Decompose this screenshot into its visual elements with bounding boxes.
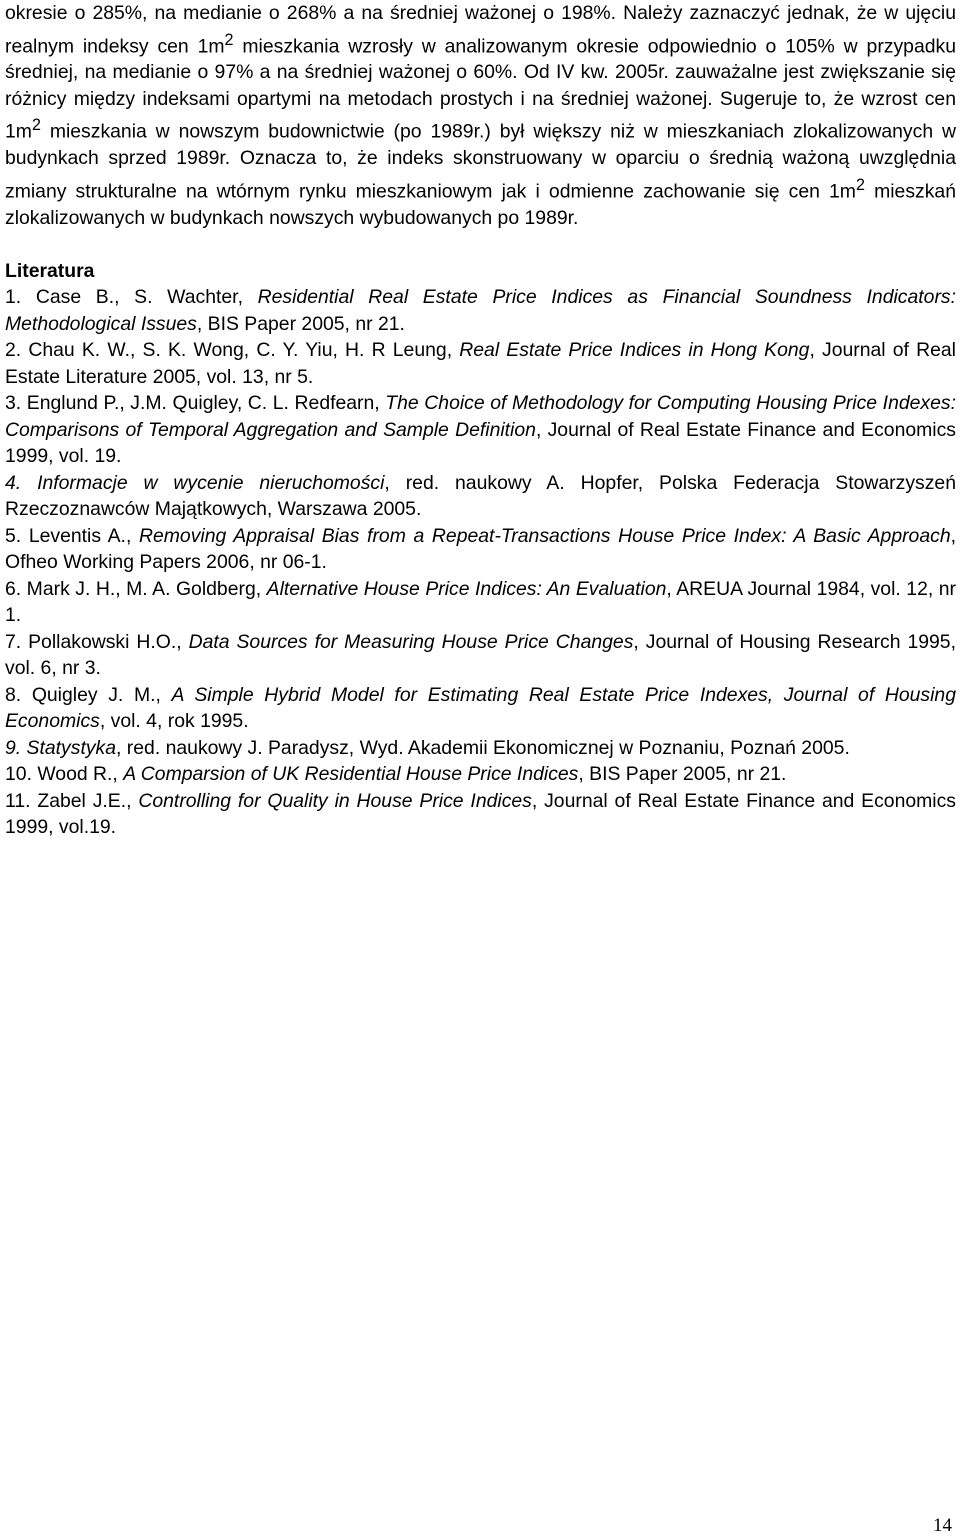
reference-authors: 11. Zabel J.E., — [5, 789, 139, 812]
paragraph-text: mieszkania w nowszym budownictwie (po 1989r.) był większy niż w mieszkaniach zlokalizowanych w budynkach sprzed 1989r. Oznacza to, że indeks skonstruowany w oparciu o średnią ważoną uwzględnia zmiany strukturalne na wtórnym rynku mieszkaniowym jak i odmienne zachowanie się cen 1m — [5, 120, 956, 203]
reference-title: Residential Real Estate Price Indices as Financial Soundness Indicators: Methodological Issues — [5, 286, 956, 335]
reference-source: , Journal of Real Estate Finance and Economics 1999, vol.19. — [5, 789, 956, 839]
reference-authors: 10. Wood R., — [5, 763, 124, 786]
reference-source: , red. naukowy A. Hopfer, Polska Federacja Stowarzyszeń Rzeczoznawców Majątkowych, Warszawa 2005. — [5, 471, 956, 521]
paragraph-text: mieszkań zlokalizowanych w budynkach nowszych wybudowanych po 1989r. — [5, 180, 956, 229]
reference-source: , BIS Paper 2005, nr 21. — [578, 763, 787, 786]
reference-item — [5, 735, 956, 762]
reference-item — [5, 337, 956, 390]
reference-item — [5, 284, 956, 337]
reference-title: Real Estate Price Indices in Hong Kong — [459, 339, 810, 362]
reference-title: A Simple Hybrid Model for Estimating Real Estate Price Indexes, Journal of Housing Economics — [5, 683, 956, 733]
reference-item — [5, 523, 956, 576]
superscript: 2 — [224, 30, 234, 49]
reference-authors: 6. Mark J. H., M. A. Goldberg, — [5, 577, 267, 600]
body-paragraph — [5, 0, 956, 231]
reference-item — [5, 682, 956, 735]
paragraph-text: mieszkania wzrosły w analizowanym okresie odpowiednio o 105% w przypadku średniej, na medianie o 97% a na średniej ważonej o 60%. Od IV kw. 2005r. zauważalne jest zwiększanie się różnicy między indeksami opartymi na metodach prostych i na średniej ważonej. Sugeruje to, że wzrost cen 1m — [5, 34, 956, 143]
reference-source: , Journal of Real Estate Finance and Economics 1999, vol. 19. — [5, 418, 957, 468]
reference-item — [5, 788, 956, 841]
reference-title: Data Sources for Measuring House Price Changes — [188, 630, 634, 653]
reference-source: , BIS Paper 2005, nr 21. — [196, 312, 405, 335]
reference-item — [5, 576, 956, 629]
reference-item — [5, 470, 956, 523]
reference-title: 4. Informacje w wycenie nieruchomości — [5, 471, 385, 494]
reference-authors: 3. Englund P., J.M. Quigley, C. L. Redfearn, — [5, 392, 386, 415]
paragraph-text: okresie o 285%, na medianie o 268% a na średniej ważonej o 198%. Należy zaznaczyć jednak, że w ujęciu realnym indeksy cen 1m — [5, 2, 956, 57]
reference-title: A Comparsion of UK Residential House Price Indices — [123, 763, 579, 786]
superscript: 2 — [855, 175, 865, 194]
reference-authors: 8. Quigley J. M., — [5, 683, 172, 706]
reference-authors: 5. Leventis A., — [5, 524, 139, 547]
superscript: 2 — [31, 116, 41, 135]
reference-authors: 1. Case B., S. Wachter, — [5, 286, 258, 309]
reference-source: , vol. 4, rok 1995. — [99, 710, 249, 733]
reference-source: , red. naukowy J. Paradysz, Wyd. Akademii Ekonomicznej w Poznaniu, Poznań 2005. — [116, 736, 850, 759]
reference-item — [5, 390, 956, 470]
reference-title: The Choice of Methodology for Computing Housing Price Indexes: Comparisons of Temporal Aggregation and Sample Definition — [5, 392, 956, 441]
reference-source: , Ofheo Working Papers 2006, nr 06-1. — [5, 524, 956, 574]
reference-source: , Journal of Real Estate Literature 2005, vol. 13, nr 5. — [5, 339, 956, 388]
page-number: 14 — [933, 1515, 952, 1536]
reference-title: Alternative House Price Indices: An Evaluation — [266, 577, 667, 600]
literature-heading: Literatura — [5, 259, 95, 282]
reference-item — [5, 629, 956, 682]
reference-source: , AREUA Journal 1984, vol. 12, nr 1. — [5, 577, 957, 627]
reference-item — [5, 761, 956, 788]
document-page — [5, 0, 956, 841]
reference-list — [5, 284, 956, 841]
reference-authors: 2. Chau K. W., S. K. Wong, C. Y. Yiu, H. R Leung, — [5, 339, 460, 362]
reference-title: 9. Statystyka — [5, 736, 117, 759]
reference-title: Controlling for Quality in House Price Indices — [138, 789, 532, 812]
reference-title: Removing Appraisal Bias from a Repeat-Transactions House Price Index: A Basic Approach — [138, 524, 951, 547]
reference-source: , Journal of Housing Research 1995, vol. 6, nr 3. — [5, 630, 956, 680]
reference-authors: 7. Pollakowski H.O., — [5, 630, 189, 653]
